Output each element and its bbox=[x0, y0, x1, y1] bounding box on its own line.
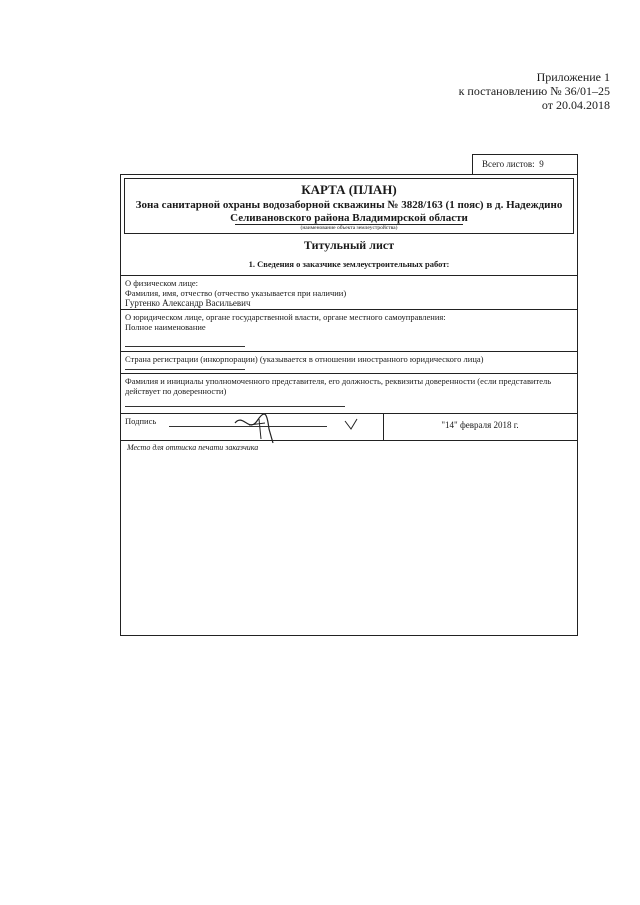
legal-entity-field-label: Полное наименование bbox=[125, 322, 206, 332]
appendix-line: Приложение 1 bbox=[536, 70, 610, 84]
legal-entity-blank-line bbox=[125, 346, 245, 347]
individual-section bbox=[121, 276, 577, 310]
total-sheets-label: Всего листов: bbox=[482, 159, 535, 169]
legal-entity-label: О юридическом лице, органе государственной власти, органе местного самоуправления: bbox=[125, 312, 446, 322]
section-heading: 1. Сведения о заказчике землеустроительных работ: bbox=[248, 259, 450, 269]
legal-entity-section bbox=[121, 310, 577, 352]
country-label: Страна регистрации (инкорпорации) (указывается в отношении иностранного юридического лица) bbox=[125, 354, 484, 364]
signature-label: Подпись bbox=[125, 416, 157, 426]
total-sheets-count: 9 bbox=[539, 159, 544, 169]
total-sheets-box bbox=[472, 154, 578, 174]
stamp-place-note: Место для оттиска печати заказчика bbox=[127, 443, 259, 452]
individual-field-label: Фамилия, имя, отчество (отчество указывается при наличии) bbox=[125, 288, 347, 298]
signature-date: "14" февраля 2018 г. bbox=[441, 420, 519, 430]
country-blank-line bbox=[125, 369, 245, 370]
individual-name-value: Гуртенко Александр Васильевич bbox=[125, 298, 251, 308]
country-section bbox=[121, 352, 577, 374]
map-subject: Зона санитарной охраны водозаборной скважины № 3828/163 (1 пояс) в д. Надеждино Селивановского района Владимирской области bbox=[135, 199, 563, 224]
individual-label: О физическом лице: bbox=[125, 278, 199, 288]
title-page-form bbox=[120, 174, 578, 636]
map-title: КАРТА (ПЛАН) bbox=[301, 182, 397, 197]
appendix-reference bbox=[459, 70, 610, 112]
appendix-decree-line: к постановлению № 36/01–25 bbox=[458, 84, 610, 98]
representative-blank-line bbox=[125, 406, 345, 407]
representative-label: Фамилия и инициалы уполномоченного представителя, его должность, реквизиты доверенности (если представитель действует по доверенности) bbox=[125, 376, 552, 396]
map-header bbox=[124, 178, 574, 234]
appendix-date-line: от 20.04.2018 bbox=[541, 98, 610, 112]
title-block bbox=[121, 235, 577, 276]
map-subject-caption: (наименование объекта землеустройства) bbox=[235, 224, 463, 232]
title-sheet-heading: Титульный лист bbox=[303, 238, 395, 252]
representative-section bbox=[121, 374, 577, 414]
